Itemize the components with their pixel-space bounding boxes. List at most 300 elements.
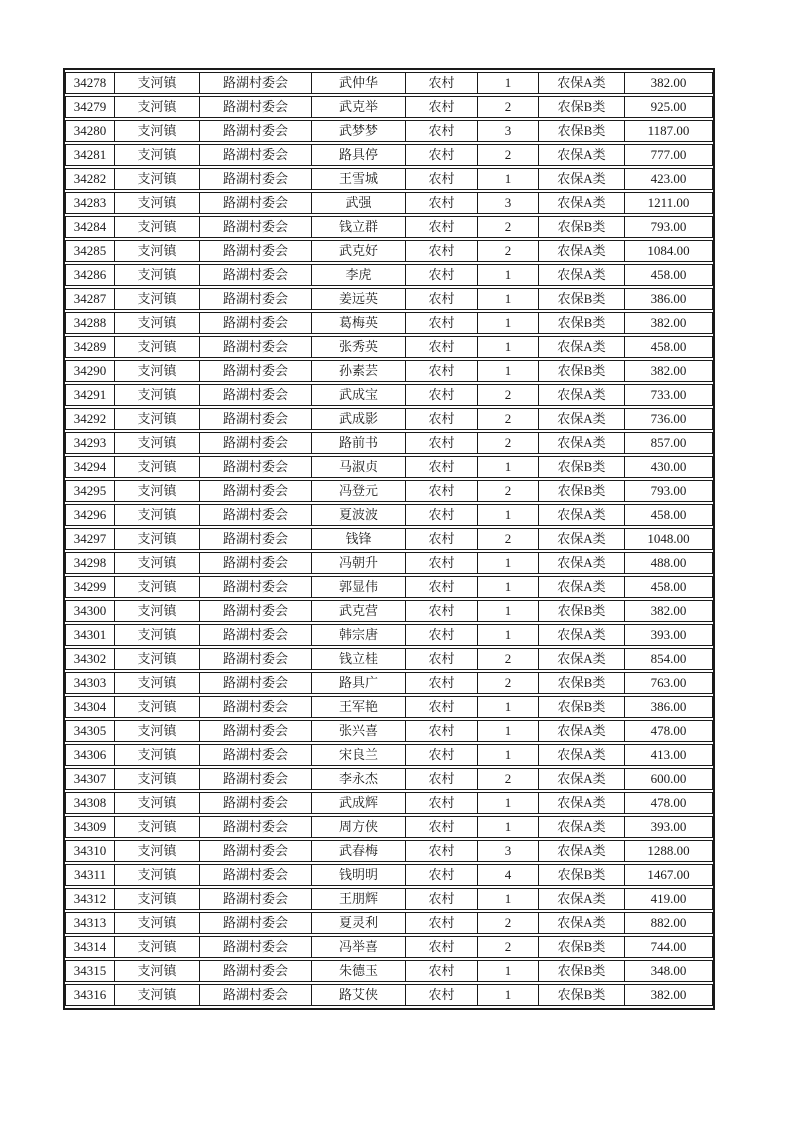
cell-record-id: 34312 <box>65 888 115 910</box>
cell-village-committee: 路湖村委会 <box>200 576 312 598</box>
cell-amount: 386.00 <box>625 288 713 310</box>
roster-table <box>65 70 713 1008</box>
cell-town: 支河镇 <box>115 504 200 526</box>
cell-person-name: 王雪城 <box>312 168 406 190</box>
cell-town: 支河镇 <box>115 648 200 670</box>
cell-record-id: 34291 <box>65 384 115 406</box>
cell-insurance-category: 农保B类 <box>539 288 625 310</box>
cell-count: 1 <box>478 600 539 622</box>
cell-town: 支河镇 <box>115 888 200 910</box>
cell-residence-type: 农村 <box>406 984 478 1006</box>
cell-record-id: 34309 <box>65 816 115 838</box>
cell-count: 1 <box>478 168 539 190</box>
cell-amount: 458.00 <box>625 336 713 358</box>
table-row <box>65 648 713 670</box>
table-row <box>65 624 713 646</box>
cell-town: 支河镇 <box>115 384 200 406</box>
cell-residence-type: 农村 <box>406 168 478 190</box>
cell-amount: 1187.00 <box>625 120 713 142</box>
cell-residence-type: 农村 <box>406 840 478 862</box>
table-row <box>65 288 713 310</box>
cell-village-committee: 路湖村委会 <box>200 984 312 1006</box>
table-row <box>65 432 713 454</box>
table-row <box>65 216 713 238</box>
cell-village-committee: 路湖村委会 <box>200 432 312 454</box>
cell-insurance-category: 农保A类 <box>539 408 625 430</box>
cell-village-committee: 路湖村委会 <box>200 408 312 430</box>
cell-person-name: 路具停 <box>312 144 406 166</box>
table-row <box>65 144 713 166</box>
cell-village-committee: 路湖村委会 <box>200 936 312 958</box>
cell-record-id: 34313 <box>65 912 115 934</box>
cell-village-committee: 路湖村委会 <box>200 600 312 622</box>
cell-village-committee: 路湖村委会 <box>200 528 312 550</box>
cell-village-committee: 路湖村委会 <box>200 744 312 766</box>
cell-village-committee: 路湖村委会 <box>200 168 312 190</box>
table-row <box>65 384 713 406</box>
table-row <box>65 744 713 766</box>
table-row <box>65 696 713 718</box>
cell-town: 支河镇 <box>115 120 200 142</box>
cell-count: 1 <box>478 72 539 94</box>
cell-village-committee: 路湖村委会 <box>200 960 312 982</box>
cell-amount: 736.00 <box>625 408 713 430</box>
cell-town: 支河镇 <box>115 744 200 766</box>
cell-person-name: 韩宗唐 <box>312 624 406 646</box>
cell-residence-type: 农村 <box>406 96 478 118</box>
cell-insurance-category: 农保A类 <box>539 72 625 94</box>
cell-count: 1 <box>478 624 539 646</box>
cell-village-committee: 路湖村委会 <box>200 720 312 742</box>
cell-insurance-category: 农保A类 <box>539 168 625 190</box>
cell-insurance-category: 农保B类 <box>539 936 625 958</box>
cell-town: 支河镇 <box>115 624 200 646</box>
cell-town: 支河镇 <box>115 912 200 934</box>
payment-roster-table <box>63 68 715 1010</box>
cell-residence-type: 农村 <box>406 648 478 670</box>
cell-person-name: 郭显伟 <box>312 576 406 598</box>
cell-insurance-category: 农保B类 <box>539 456 625 478</box>
cell-record-id: 34293 <box>65 432 115 454</box>
cell-insurance-category: 农保B类 <box>539 216 625 238</box>
cell-insurance-category: 农保B类 <box>539 480 625 502</box>
cell-village-committee: 路湖村委会 <box>200 96 312 118</box>
cell-residence-type: 农村 <box>406 864 478 886</box>
cell-town: 支河镇 <box>115 96 200 118</box>
cell-amount: 1467.00 <box>625 864 713 886</box>
cell-village-committee: 路湖村委会 <box>200 648 312 670</box>
cell-record-id: 34303 <box>65 672 115 694</box>
cell-insurance-category: 农保A类 <box>539 384 625 406</box>
cell-village-committee: 路湖村委会 <box>200 336 312 358</box>
cell-amount: 793.00 <box>625 480 713 502</box>
cell-town: 支河镇 <box>115 192 200 214</box>
cell-person-name: 马淑贞 <box>312 456 406 478</box>
cell-insurance-category: 农保A类 <box>539 144 625 166</box>
cell-town: 支河镇 <box>115 552 200 574</box>
table-row <box>65 552 713 574</box>
cell-insurance-category: 农保B类 <box>539 600 625 622</box>
cell-record-id: 34283 <box>65 192 115 214</box>
cell-amount: 857.00 <box>625 432 713 454</box>
cell-amount: 763.00 <box>625 672 713 694</box>
cell-count: 2 <box>478 912 539 934</box>
cell-record-id: 34278 <box>65 72 115 94</box>
cell-amount: 777.00 <box>625 144 713 166</box>
cell-count: 1 <box>478 504 539 526</box>
cell-town: 支河镇 <box>115 288 200 310</box>
cell-amount: 854.00 <box>625 648 713 670</box>
cell-residence-type: 农村 <box>406 384 478 406</box>
cell-residence-type: 农村 <box>406 552 478 574</box>
cell-town: 支河镇 <box>115 576 200 598</box>
cell-person-name: 武成宝 <box>312 384 406 406</box>
cell-insurance-category: 农保A类 <box>539 888 625 910</box>
cell-village-committee: 路湖村委会 <box>200 504 312 526</box>
cell-insurance-category: 农保A类 <box>539 624 625 646</box>
cell-town: 支河镇 <box>115 264 200 286</box>
cell-record-id: 34315 <box>65 960 115 982</box>
cell-count: 2 <box>478 480 539 502</box>
cell-residence-type: 农村 <box>406 936 478 958</box>
cell-person-name: 武梦梦 <box>312 120 406 142</box>
cell-insurance-category: 农保A类 <box>539 192 625 214</box>
cell-person-name: 武成辉 <box>312 792 406 814</box>
table-row <box>65 480 713 502</box>
cell-town: 支河镇 <box>115 408 200 430</box>
cell-count: 1 <box>478 816 539 838</box>
cell-insurance-category: 农保A类 <box>539 792 625 814</box>
cell-residence-type: 农村 <box>406 792 478 814</box>
table-row <box>65 312 713 334</box>
cell-town: 支河镇 <box>115 864 200 886</box>
cell-insurance-category: 农保A类 <box>539 504 625 526</box>
cell-person-name: 李永杰 <box>312 768 406 790</box>
cell-residence-type: 农村 <box>406 408 478 430</box>
table-row <box>65 936 713 958</box>
cell-residence-type: 农村 <box>406 240 478 262</box>
cell-residence-type: 农村 <box>406 672 478 694</box>
cell-residence-type: 农村 <box>406 288 478 310</box>
cell-person-name: 夏波波 <box>312 504 406 526</box>
cell-insurance-category: 农保A类 <box>539 720 625 742</box>
cell-count: 2 <box>478 384 539 406</box>
table-row <box>65 336 713 358</box>
table-row <box>65 888 713 910</box>
cell-residence-type: 农村 <box>406 456 478 478</box>
cell-person-name: 武克营 <box>312 600 406 622</box>
cell-village-committee: 路湖村委会 <box>200 144 312 166</box>
cell-amount: 458.00 <box>625 504 713 526</box>
cell-town: 支河镇 <box>115 360 200 382</box>
cell-amount: 382.00 <box>625 984 713 1006</box>
cell-insurance-category: 农保B类 <box>539 360 625 382</box>
cell-person-name: 武仲华 <box>312 72 406 94</box>
cell-person-name: 路前书 <box>312 432 406 454</box>
cell-person-name: 姜远英 <box>312 288 406 310</box>
cell-village-committee: 路湖村委会 <box>200 864 312 886</box>
table-row <box>65 576 713 598</box>
cell-residence-type: 农村 <box>406 504 478 526</box>
cell-residence-type: 农村 <box>406 528 478 550</box>
cell-insurance-category: 农保A类 <box>539 336 625 358</box>
cell-residence-type: 农村 <box>406 960 478 982</box>
cell-record-id: 34295 <box>65 480 115 502</box>
cell-town: 支河镇 <box>115 768 200 790</box>
cell-amount: 393.00 <box>625 624 713 646</box>
cell-count: 1 <box>478 720 539 742</box>
cell-record-id: 34294 <box>65 456 115 478</box>
cell-record-id: 34308 <box>65 792 115 814</box>
cell-amount: 382.00 <box>625 312 713 334</box>
cell-town: 支河镇 <box>115 480 200 502</box>
cell-village-committee: 路湖村委会 <box>200 912 312 934</box>
cell-count: 1 <box>478 288 539 310</box>
cell-amount: 744.00 <box>625 936 713 958</box>
cell-count: 2 <box>478 528 539 550</box>
cell-count: 2 <box>478 432 539 454</box>
cell-insurance-category: 农保A类 <box>539 840 625 862</box>
cell-record-id: 34310 <box>65 840 115 862</box>
table-row <box>65 360 713 382</box>
cell-record-id: 34286 <box>65 264 115 286</box>
cell-record-id: 34287 <box>65 288 115 310</box>
cell-person-name: 王军艳 <box>312 696 406 718</box>
cell-residence-type: 农村 <box>406 120 478 142</box>
cell-town: 支河镇 <box>115 312 200 334</box>
cell-insurance-category: 农保A类 <box>539 744 625 766</box>
table-row <box>65 240 713 262</box>
table-row <box>65 768 713 790</box>
cell-count: 2 <box>478 216 539 238</box>
cell-insurance-category: 农保B类 <box>539 984 625 1006</box>
cell-town: 支河镇 <box>115 696 200 718</box>
cell-record-id: 34282 <box>65 168 115 190</box>
cell-amount: 1084.00 <box>625 240 713 262</box>
cell-residence-type: 农村 <box>406 696 478 718</box>
cell-insurance-category: 农保A类 <box>539 912 625 934</box>
cell-amount: 382.00 <box>625 360 713 382</box>
table-row <box>65 720 713 742</box>
cell-count: 1 <box>478 744 539 766</box>
cell-person-name: 夏灵利 <box>312 912 406 934</box>
cell-town: 支河镇 <box>115 72 200 94</box>
cell-record-id: 34292 <box>65 408 115 430</box>
cell-town: 支河镇 <box>115 216 200 238</box>
cell-count: 1 <box>478 360 539 382</box>
cell-amount: 733.00 <box>625 384 713 406</box>
cell-residence-type: 农村 <box>406 312 478 334</box>
table-row <box>65 528 713 550</box>
cell-count: 2 <box>478 768 539 790</box>
cell-residence-type: 农村 <box>406 72 478 94</box>
table-row <box>65 408 713 430</box>
cell-record-id: 34288 <box>65 312 115 334</box>
roster-table-body <box>65 72 713 1006</box>
cell-record-id: 34279 <box>65 96 115 118</box>
cell-insurance-category: 农保A类 <box>539 432 625 454</box>
cell-person-name: 钱明明 <box>312 864 406 886</box>
cell-residence-type: 农村 <box>406 600 478 622</box>
cell-residence-type: 农村 <box>406 888 478 910</box>
cell-village-committee: 路湖村委会 <box>200 624 312 646</box>
cell-record-id: 34307 <box>65 768 115 790</box>
cell-record-id: 34296 <box>65 504 115 526</box>
cell-person-name: 武强 <box>312 192 406 214</box>
table-row <box>65 816 713 838</box>
cell-amount: 1048.00 <box>625 528 713 550</box>
table-row <box>65 960 713 982</box>
cell-amount: 478.00 <box>625 792 713 814</box>
cell-village-committee: 路湖村委会 <box>200 120 312 142</box>
cell-person-name: 朱德玉 <box>312 960 406 982</box>
cell-person-name: 路艾侠 <box>312 984 406 1006</box>
cell-count: 1 <box>478 696 539 718</box>
cell-village-committee: 路湖村委会 <box>200 816 312 838</box>
cell-count: 2 <box>478 648 539 670</box>
cell-count: 1 <box>478 792 539 814</box>
cell-amount: 882.00 <box>625 912 713 934</box>
cell-amount: 458.00 <box>625 576 713 598</box>
cell-town: 支河镇 <box>115 792 200 814</box>
table-row <box>65 192 713 214</box>
cell-person-name: 冯登元 <box>312 480 406 502</box>
cell-record-id: 34289 <box>65 336 115 358</box>
cell-person-name: 武克举 <box>312 96 406 118</box>
cell-person-name: 钱立桂 <box>312 648 406 670</box>
cell-count: 2 <box>478 408 539 430</box>
cell-record-id: 34304 <box>65 696 115 718</box>
cell-person-name: 武春梅 <box>312 840 406 862</box>
table-row <box>65 912 713 934</box>
table-row <box>65 120 713 142</box>
cell-count: 1 <box>478 456 539 478</box>
cell-person-name: 张兴喜 <box>312 720 406 742</box>
cell-insurance-category: 农保B类 <box>539 696 625 718</box>
cell-residence-type: 农村 <box>406 432 478 454</box>
cell-village-committee: 路湖村委会 <box>200 456 312 478</box>
cell-amount: 382.00 <box>625 600 713 622</box>
cell-record-id: 34299 <box>65 576 115 598</box>
cell-person-name: 王朋辉 <box>312 888 406 910</box>
cell-residence-type: 农村 <box>406 360 478 382</box>
cell-residence-type: 农村 <box>406 480 478 502</box>
cell-residence-type: 农村 <box>406 720 478 742</box>
cell-amount: 393.00 <box>625 816 713 838</box>
cell-record-id: 34301 <box>65 624 115 646</box>
cell-count: 3 <box>478 840 539 862</box>
table-row <box>65 96 713 118</box>
cell-town: 支河镇 <box>115 960 200 982</box>
cell-person-name: 钱立群 <box>312 216 406 238</box>
cell-residence-type: 农村 <box>406 768 478 790</box>
cell-person-name: 葛梅英 <box>312 312 406 334</box>
cell-person-name: 张秀英 <box>312 336 406 358</box>
cell-insurance-category: 农保A类 <box>539 528 625 550</box>
cell-person-name: 周方侠 <box>312 816 406 838</box>
table-row <box>65 672 713 694</box>
cell-village-committee: 路湖村委会 <box>200 312 312 334</box>
cell-insurance-category: 农保B类 <box>539 96 625 118</box>
cell-residence-type: 农村 <box>406 144 478 166</box>
cell-count: 1 <box>478 984 539 1006</box>
cell-amount: 430.00 <box>625 456 713 478</box>
cell-village-committee: 路湖村委会 <box>200 360 312 382</box>
cell-insurance-category: 农保B类 <box>539 960 625 982</box>
cell-amount: 793.00 <box>625 216 713 238</box>
cell-amount: 478.00 <box>625 720 713 742</box>
cell-town: 支河镇 <box>115 840 200 862</box>
cell-insurance-category: 农保A类 <box>539 264 625 286</box>
cell-residence-type: 农村 <box>406 744 478 766</box>
cell-insurance-category: 农保A类 <box>539 240 625 262</box>
cell-village-committee: 路湖村委会 <box>200 768 312 790</box>
cell-residence-type: 农村 <box>406 336 478 358</box>
cell-count: 3 <box>478 192 539 214</box>
cell-town: 支河镇 <box>115 600 200 622</box>
cell-count: 2 <box>478 96 539 118</box>
cell-village-committee: 路湖村委会 <box>200 696 312 718</box>
cell-insurance-category: 农保A类 <box>539 816 625 838</box>
cell-insurance-category: 农保A类 <box>539 576 625 598</box>
cell-village-committee: 路湖村委会 <box>200 288 312 310</box>
cell-village-committee: 路湖村委会 <box>200 384 312 406</box>
cell-record-id: 34306 <box>65 744 115 766</box>
cell-person-name: 宋良兰 <box>312 744 406 766</box>
cell-count: 1 <box>478 336 539 358</box>
cell-amount: 1211.00 <box>625 192 713 214</box>
cell-amount: 423.00 <box>625 168 713 190</box>
cell-insurance-category: 农保B类 <box>539 120 625 142</box>
cell-town: 支河镇 <box>115 816 200 838</box>
cell-amount: 600.00 <box>625 768 713 790</box>
cell-town: 支河镇 <box>115 672 200 694</box>
cell-amount: 1288.00 <box>625 840 713 862</box>
cell-count: 1 <box>478 264 539 286</box>
cell-town: 支河镇 <box>115 144 200 166</box>
cell-record-id: 34280 <box>65 120 115 142</box>
cell-person-name: 孙素芸 <box>312 360 406 382</box>
cell-count: 2 <box>478 144 539 166</box>
cell-town: 支河镇 <box>115 456 200 478</box>
cell-village-committee: 路湖村委会 <box>200 840 312 862</box>
table-row <box>65 264 713 286</box>
cell-town: 支河镇 <box>115 528 200 550</box>
cell-amount: 488.00 <box>625 552 713 574</box>
cell-record-id: 34281 <box>65 144 115 166</box>
cell-record-id: 34316 <box>65 984 115 1006</box>
cell-record-id: 34285 <box>65 240 115 262</box>
cell-village-committee: 路湖村委会 <box>200 888 312 910</box>
cell-record-id: 34284 <box>65 216 115 238</box>
cell-town: 支河镇 <box>115 432 200 454</box>
table-row <box>65 864 713 886</box>
cell-residence-type: 农村 <box>406 576 478 598</box>
cell-insurance-category: 农保A类 <box>539 768 625 790</box>
cell-insurance-category: 农保A类 <box>539 648 625 670</box>
cell-record-id: 34302 <box>65 648 115 670</box>
cell-amount: 386.00 <box>625 696 713 718</box>
cell-count: 2 <box>478 240 539 262</box>
cell-insurance-category: 农保B类 <box>539 864 625 886</box>
cell-village-committee: 路湖村委会 <box>200 672 312 694</box>
cell-village-committee: 路湖村委会 <box>200 192 312 214</box>
cell-amount: 925.00 <box>625 96 713 118</box>
cell-town: 支河镇 <box>115 240 200 262</box>
cell-residence-type: 农村 <box>406 192 478 214</box>
cell-count: 1 <box>478 888 539 910</box>
cell-amount: 458.00 <box>625 264 713 286</box>
